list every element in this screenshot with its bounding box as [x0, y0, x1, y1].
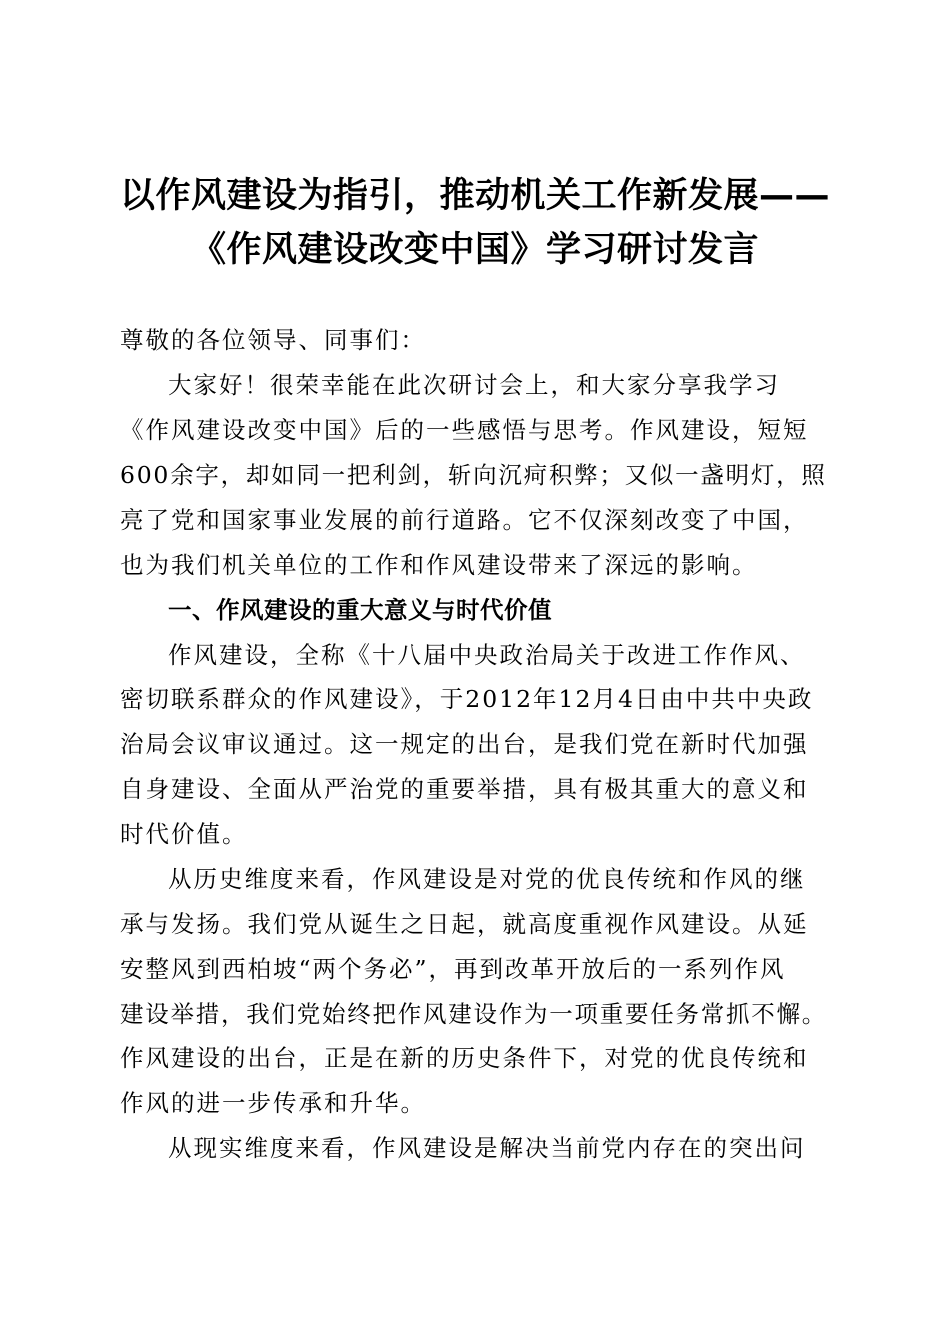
salutation: 尊敬的各位领导、同事们： [120, 326, 426, 354]
paragraph-line: 从历史维度来看，作风建设是对党的优良传统和作风的继 [168, 865, 806, 893]
document-title-line-2: 《作风建设改变中国》学习研讨发言 [190, 230, 759, 270]
paragraph-line: 大家好！很荣幸能在此次研讨会上，和大家分享我学习 [168, 371, 780, 399]
paragraph-line: 作风的进一步传承和升华。 [120, 1089, 426, 1117]
paragraph-line: 密切联系群众的作风建设》，于2012年12月4日由中共中央政 [120, 685, 814, 713]
paragraph-line: 建设举措，我们党始终把作风建设作为一项重要任务常抓不懈。 [120, 1000, 827, 1028]
paragraph-line: 治局会议审议通过。这一规定的出台，是我们党在新时代加强 [120, 730, 809, 758]
paragraph-line: 作风建设，全称《十八届中央政治局关于改进工作作风、 [168, 641, 806, 669]
paragraph-line: 也为我们机关单位的工作和作风建设带来了深远的影响。 [120, 551, 758, 579]
paragraph-line: 时代价值。 [120, 820, 248, 848]
paragraph-line: 600余字，却如同一把利剑，斩向沉疴积弊；又似一盏明灯，照 [120, 461, 827, 489]
paragraph-line: 自身建设、全面从严治党的重要举措，具有极其重大的意义和 [120, 775, 809, 803]
document-title-line-1: 以作风建设为指引，推动机关工作新发展—— [119, 176, 830, 216]
section-heading: 一、作风建设的重大意义与时代价值 [168, 596, 552, 624]
paragraph-line: 安整风到西柏坡“两个务必”，再到改革开放后的一系列作风 [120, 955, 786, 983]
paragraph-line: 亮了党和国家事业发展的前行道路。它不仅深刻改变了中国， [120, 506, 809, 534]
paragraph-line: 承与发扬。我们党从诞生之日起，就高度重视作风建设。从延 [120, 910, 809, 938]
paragraph-line: 从现实维度来看，作风建设是解决当前党内存在的突出问 [168, 1134, 806, 1162]
paragraph-line: 作风建设的出台，正是在新的历史条件下，对党的优良传统和 [120, 1044, 809, 1072]
paragraph-line: 《作风建设改变中国》后的一些感悟与思考。作风建设，短短 [120, 416, 809, 444]
